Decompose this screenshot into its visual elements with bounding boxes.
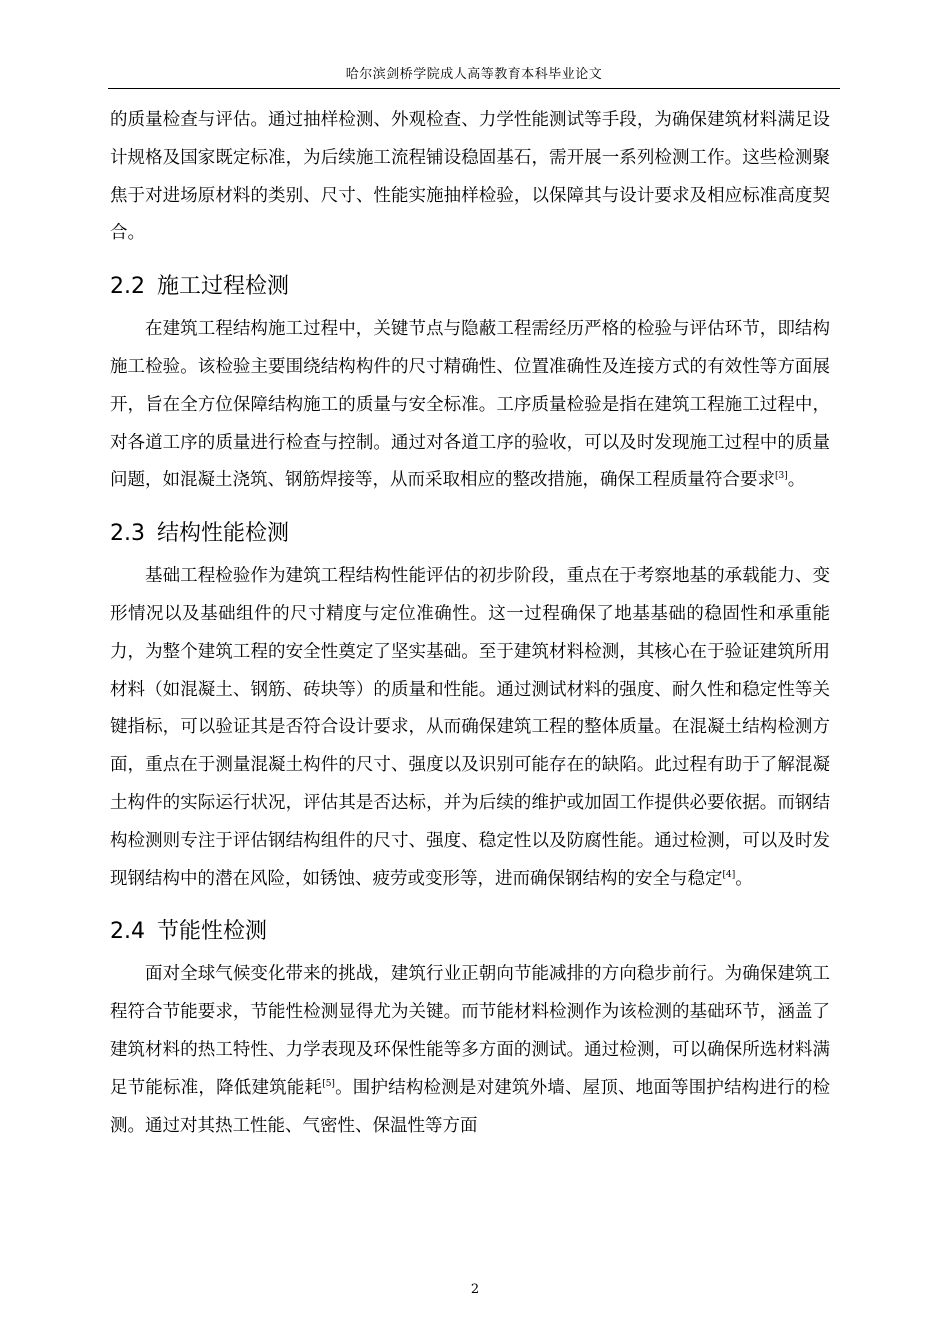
paragraph-text: 面对全球气候变化带来的挑战，建筑行业正朝向节能减排的方向稳步前行。为确保建筑工程符合节能要求，节能性检测显得尤为关键。而节能材料检测作为该检测的基础环节，涵盖了建筑材料的热工特性、力学表现及环保性能等多方面的测试。通过检测，可以确保所选材料满足节能标准，降低建筑能耗 bbox=[110, 964, 830, 1098]
section-number: 2.3 bbox=[110, 521, 145, 547]
paragraph-end: 。 bbox=[735, 868, 753, 889]
citation-4: [4] bbox=[722, 869, 736, 880]
running-header: 哈尔滨剑桥学院成人高等教育本科毕业论文 bbox=[345, 67, 603, 82]
section-2-4-paragraph bbox=[110, 956, 830, 1145]
section-2-2-paragraph bbox=[110, 311, 830, 500]
document-body bbox=[110, 102, 830, 1145]
section-2-4-heading bbox=[110, 912, 830, 952]
section-2-2-heading bbox=[110, 267, 830, 307]
intro-paragraph: 的质量检查与评估。通过抽样检测、外观检查、力学性能测试等手段，为确保建筑材料满足设计规格及国家既定标准，为后续施工流程铺设稳固基石，需开展一系列检测工作。这些检测聚焦于对进场原材料的类别、尺寸、性能实施抽样检验，以保障其与设计要求及相应标准高度契合。 bbox=[110, 110, 830, 244]
paragraph-text: 在建筑工程结构施工过程中，关键节点与隐蔽工程需经历严格的检验与评估环节，即结构施工检验。该检验主要围绕结构构件的尺寸精确性、位置准确性及连接方式的有效性等方面展开，旨在全方位保障结构施工的质量与安全标准。工序质量检验是指在建筑工程施工过程中，对各道工序的质量进行检查与控制。通过对各道工序的验收，可以及时发现施工过程中的质量问题，如混凝土浇筑、钢筋焊接等，从而采取相应的整改措施，确保工程质量符合要求 bbox=[110, 319, 830, 491]
section-title: 施工过程检测 bbox=[157, 274, 290, 300]
section-2-3-paragraph bbox=[110, 558, 830, 898]
paragraph-end: 。 bbox=[787, 470, 806, 491]
section-number: 2.4 bbox=[110, 919, 145, 945]
paragraph-text-continued: 。围护结构检测是对建筑外墙、屋顶、地面等围护结构进行的检测。通过对其热工性能、气密性、保温性等方面 bbox=[110, 1077, 831, 1136]
citation-5: [5] bbox=[322, 1078, 335, 1089]
header-rule bbox=[108, 88, 840, 89]
citation-3: [3] bbox=[775, 471, 788, 482]
section-title: 节能性检测 bbox=[157, 919, 268, 945]
section-number: 2.2 bbox=[110, 274, 145, 300]
section-title: 结构性能检测 bbox=[157, 521, 290, 547]
section-2-3-heading bbox=[110, 514, 830, 554]
paragraph-text: 基础工程检验作为建筑工程结构性能评估的初步阶段，重点在于考察地基的承载能力、变形情况以及基础组件的尺寸精度与定位准确性。这一过程确保了地基基础的稳固性和承重能力，为整个建筑工程的安全性奠定了坚实基础。至于建筑材料检测，其核心在于验证建筑所用材料（如混凝土、钢筋、砖块等）的质量和性能。通过测试材料的强度、耐久性和稳定性等关键指标，可以验证其是否符合设计要求，从而确保建筑工程的整体质量。在混凝土结构检测方面，重点在于测量混凝土构件的尺寸、强度以及识别可能存在的缺陷。此过程有助于了解混凝土构件的实际运行状况，评估其是否达标，并为后续的维护或加固工作提供必要依据。而钢结构检测则专注于评估钢结构组件的尺寸、强度、稳定性以及防腐性能。通过检测，可以及时发现钢结构中的潜在风险，如锈蚀、疲劳或变形等，进而确保钢结构的安全与稳定 bbox=[110, 566, 830, 889]
page-number: 2 bbox=[470, 1282, 480, 1297]
